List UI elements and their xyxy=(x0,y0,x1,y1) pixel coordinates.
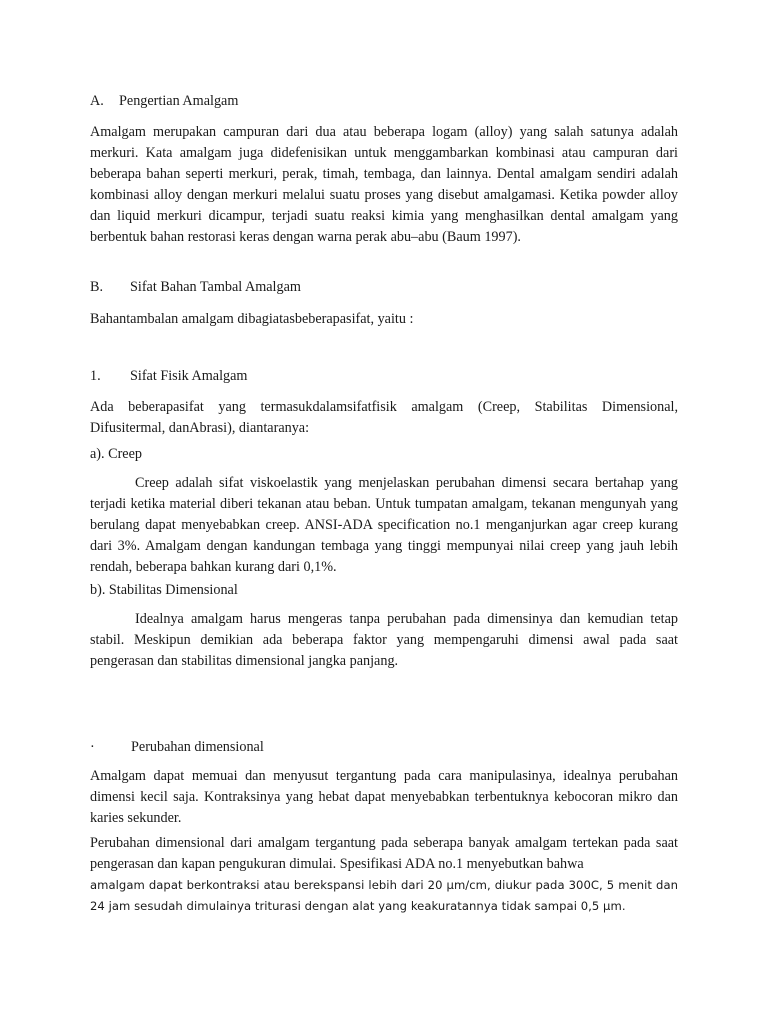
perubahan-paragraph-2 xyxy=(90,833,678,917)
perubahan-paragraph-2-serif: Perubahan dimensional dari amalgam tergantung pada seberapa banyak amalgam tertekan pada saat pengerasan dan kapan pengukuran dimulai. Spesifikasi ADA no.1 menyebutkan bahwa xyxy=(90,835,678,872)
subsection-1-number: 1. xyxy=(90,368,101,384)
section-b-number: B. xyxy=(90,279,104,295)
section-a-number: A. xyxy=(90,93,104,109)
section-b-intro: Bahantambalan amalgam dibagiatasbeberapasifat, yaitu : xyxy=(90,311,414,327)
creep-paragraph: Creep adalah sifat viskoelastik yang menjelaskan perubahan dimensi secara bertahap yang terjadi ketika material diberi tekanan atau beban. Untuk tumpatan amalgam, tekanan mengunyah yang berulang dapat menyebabkan creep. ANSI-ADA specification no.1 menganjurkan agar creep kurang dari 3%. Amalgam dengan kandungan tembaga yang tinggi mempunyai nilai creep yang jauh lebih rendah, beberapa bahkan kurang dari 0,1%. xyxy=(90,475,678,575)
perubahan-heading xyxy=(90,737,678,758)
subsection-1-paragraph: Ada beberapasifat yang termasukdalamsifatfisik amalgam (Creep, Stabilitas Dimensional, Difusitermal, danAbrasi), diantaranya: xyxy=(90,399,678,436)
stabilitas-paragraph: Idealnya amalgam harus mengeras tanpa perubahan pada dimensinya dan kemudian tetap stabil. Meskipun demikian ada beberapa faktor yang mempengaruhi dimensi awal pada saat pengerasan dan stabilitas dimensional jangka panjang. xyxy=(90,611,678,669)
stabilitas-label: b). Stabilitas Dimensional xyxy=(90,582,238,598)
perubahan-title: Perubahan dimensional xyxy=(131,739,264,755)
section-b-title: Sifat Bahan Tambal Amalgam xyxy=(130,279,301,295)
creep-label: a). Creep xyxy=(90,446,142,462)
perubahan-paragraph-1: Amalgam dapat memuai dan menyusut tergantung pada cara manipulasinya, idealnya perubahan dimensi kecil saja. Kontraksinya yang hebat dapat menyebabkan terbentuknya kebocoran mikro dan karies sekunder. xyxy=(90,768,678,826)
perubahan-paragraph-2-sans: amalgam dapat berkontraksi atau berekspansi lebih dari 20 µm/cm, diukur pada 300C, 5 menit dan 24 jam sesudah dimulainya triturasi dengan alat yang keakuratannya tidak sampai 0,5 µm. xyxy=(90,878,678,913)
section-a-heading xyxy=(90,91,678,112)
subsection-1-heading xyxy=(90,366,678,387)
subsection-1-title: Sifat Fisik Amalgam xyxy=(130,368,248,384)
section-a-title: Pengertian Amalgam xyxy=(119,93,239,109)
section-b-heading xyxy=(90,277,678,298)
bullet-marker: · xyxy=(90,739,95,755)
section-a-paragraph: Amalgam merupakan campuran dari dua atau beberapa logam (alloy) yang salah satunya adalah merkuri. Kata amalgam juga didefenisikan untuk menggambarkan kombinasi atau campuran dari beberapa bahan seperti merkuri, perak, timah, tembaga, dan lainnya. Dental amalgam sendiri adalah kombinasi alloy dengan merkuri melalui suatu proses yang disebut amalgamasi. Ketika powder alloy dan liquid merkuri dicampur, terjadi suatu reaksi kimia yang menghasilkan dental amalgam yang berbentuk bahan restorasi keras dengan warna perak abu–abu (Baum 1997). xyxy=(90,124,678,245)
